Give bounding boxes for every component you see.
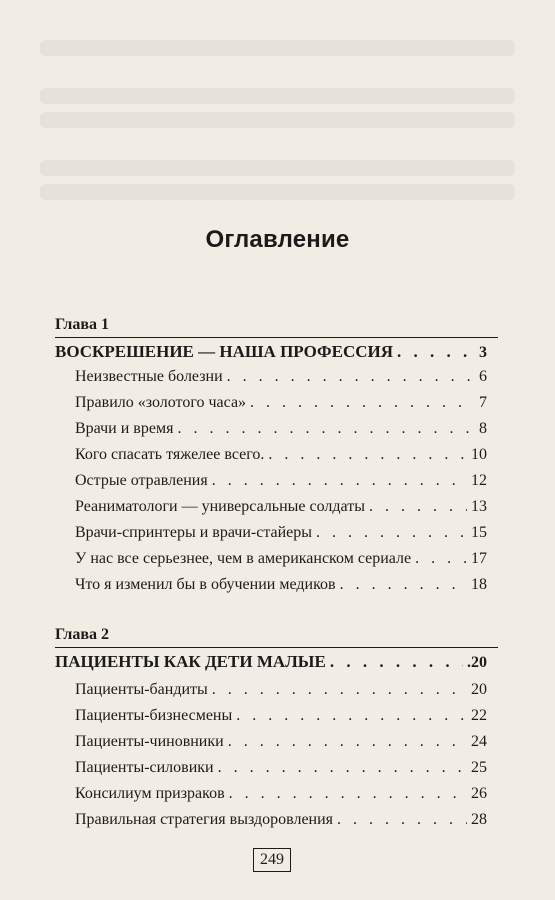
toc-entry-title: Пациенты-бизнесмены <box>75 707 233 724</box>
show-through-line <box>40 40 515 56</box>
toc-entry[interactable] <box>75 681 487 699</box>
chapter-2-label: Глава 2 <box>55 626 109 643</box>
toc-entry-page: 8 <box>479 420 487 437</box>
toc-entry-page: 12 <box>471 472 487 489</box>
toc-entry-page: 22 <box>471 707 487 724</box>
show-through-line <box>40 184 515 200</box>
toc-entry[interactable] <box>75 524 487 542</box>
toc-entry[interactable] <box>75 446 487 464</box>
show-through-line <box>40 112 515 128</box>
page-number: 249 <box>253 848 291 872</box>
toc-entry-title: Правильная стратегия выздоровления <box>75 811 334 828</box>
dot-leader <box>177 420 475 438</box>
show-through-line <box>40 88 515 104</box>
toc-entry-page: 7 <box>479 394 487 411</box>
toc-entry-title: Что я изменил бы в обучении медиков <box>75 576 336 593</box>
toc-entry-title: Консилиум призраков <box>75 785 225 802</box>
toc-entry-page: 25 <box>471 759 487 776</box>
toc-entry[interactable] <box>75 759 487 777</box>
dot-leader <box>369 498 467 516</box>
toc-entry[interactable] <box>75 498 487 516</box>
dot-leader <box>250 394 475 412</box>
toc-entry-page: 3 <box>479 344 487 361</box>
dot-leader <box>415 550 467 568</box>
dot-leader <box>228 733 467 751</box>
show-through-line <box>40 160 515 176</box>
toc-entry-page: 15 <box>471 524 487 541</box>
dot-leader <box>316 524 467 542</box>
toc-entry-title: Неизвестные болезни <box>75 368 223 385</box>
toc-entry-title: ПАЦИЕНТЫ КАК ДЕТИ МАЛЫЕ <box>55 652 326 671</box>
dot-leader <box>330 652 463 672</box>
toc-entry-page: 6 <box>479 368 487 385</box>
chapter-1-label: Глава 1 <box>55 316 109 333</box>
toc-title: Оглавление <box>205 226 350 253</box>
toc-entry-title: Пациенты-бандиты <box>75 681 208 698</box>
dot-leader <box>218 759 467 777</box>
dot-leader <box>229 785 467 803</box>
toc-entry-page: 24 <box>471 733 487 750</box>
toc-entry-title: Правило «золотого часа» <box>75 394 247 411</box>
toc-entry[interactable] <box>75 785 487 803</box>
toc-entry[interactable] <box>75 420 487 438</box>
toc-entry-title: Врачи-спринтеры и врачи-стайеры <box>75 524 313 541</box>
toc-entry-title: Врачи и время <box>75 420 174 437</box>
toc-entry-title: У нас все серьезнее, чем в американском сериале <box>75 550 412 567</box>
toc-entry[interactable] <box>75 811 487 829</box>
toc-entry[interactable] <box>75 576 487 594</box>
toc-entry-title: Острые отравления <box>75 472 208 489</box>
toc-entry-chapter-1[interactable] <box>55 342 487 362</box>
toc-entry-page: 28 <box>471 811 487 828</box>
dot-leader <box>212 472 467 490</box>
dot-leader <box>337 811 467 829</box>
toc-entry-title: Кого спасать тяжелее всего. <box>75 446 265 463</box>
toc-entry-page: 10 <box>471 446 487 463</box>
toc-entry-title: Пациенты-силовики <box>75 759 214 776</box>
toc-entry-page: .20 <box>467 654 487 671</box>
chapter-1-rule <box>55 337 498 338</box>
toc-entry-page: 18 <box>471 576 487 593</box>
toc-entry-page: 17 <box>471 550 487 567</box>
dot-leader <box>268 446 467 464</box>
chapter-2-rule <box>55 647 498 648</box>
toc-entry[interactable] <box>75 368 487 386</box>
dot-leader <box>227 368 475 386</box>
toc-entry-page: 20 <box>471 681 487 698</box>
toc-entry[interactable] <box>75 550 487 568</box>
toc-entry[interactable] <box>75 394 487 412</box>
toc-entry-chapter-2[interactable] <box>55 652 487 672</box>
toc-entry[interactable] <box>75 472 487 490</box>
dot-leader <box>340 576 467 594</box>
toc-entry[interactable] <box>75 733 487 751</box>
toc-entry[interactable] <box>75 707 487 725</box>
dot-leader <box>397 342 475 362</box>
toc-entry-page: 13 <box>471 498 487 515</box>
dot-leader <box>236 707 467 725</box>
toc-entry-title: Реаниматологи — универсальные солдаты <box>75 498 365 515</box>
toc-entry-page: 26 <box>471 785 487 802</box>
dot-leader <box>212 681 467 699</box>
toc-entry-title: ВОСКРЕШЕНИЕ — НАША ПРОФЕССИЯ <box>55 342 394 361</box>
toc-entry-title: Пациенты-чиновники <box>75 733 224 750</box>
